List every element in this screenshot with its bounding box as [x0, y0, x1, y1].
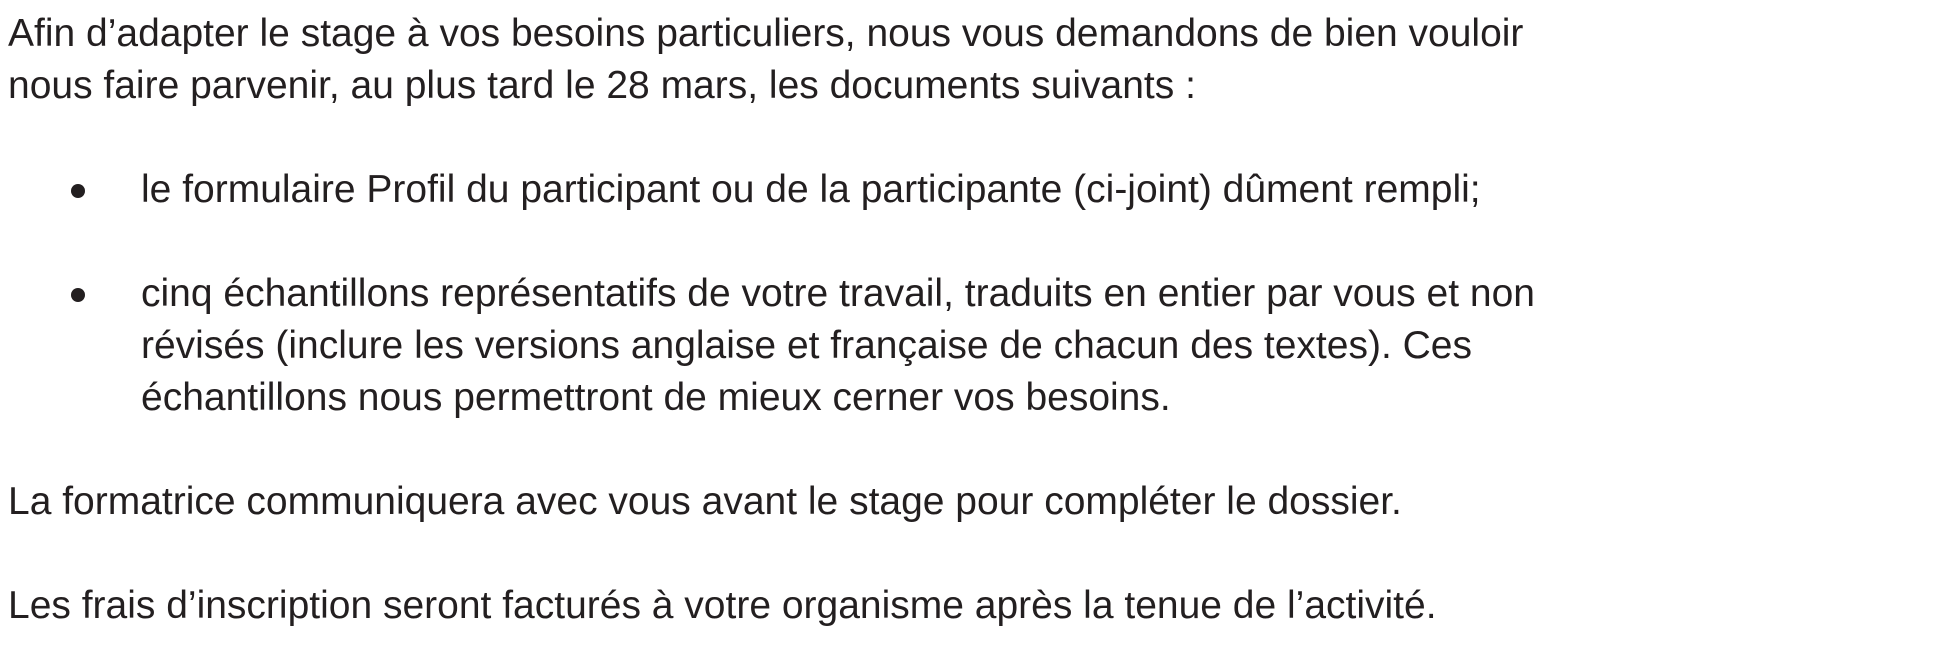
spacer — [8, 112, 1928, 164]
spacer — [8, 528, 1928, 580]
bullet-item-echantillons — [8, 268, 1928, 424]
document-body — [8, 8, 1928, 632]
bullet-icon — [71, 288, 85, 302]
spacer — [8, 216, 1928, 268]
frais-paragraph: Les frais d’inscription seront facturés à votre organisme après la tenue de l’activité. — [8, 584, 1437, 627]
formatrice-paragraph: La formatrice communiquera avec vous avant le stage pour compléter le dossier. — [8, 480, 1402, 523]
intro-paragraph — [8, 8, 1928, 112]
bullet-1-line-1: le formulaire Profil du participant ou de la participante (ci-joint) dûment rempli; — [141, 168, 1481, 211]
intro-line-1: Afin d’adapter le stage à vos besoins particuliers, nous vous demandons de bien vouloir — [8, 12, 1524, 55]
bullet-item-formulaire — [8, 164, 1928, 216]
bullet-2-line-1: cinq échantillons représentatifs de votre travail, traduits en entier par vous et non — [141, 272, 1535, 315]
intro-line-2: nous faire parvenir, au plus tard le 28 mars, les documents suivants : — [8, 64, 1196, 107]
bullet-icon — [71, 184, 85, 198]
spacer — [8, 424, 1928, 476]
bullet-2-line-3: échantillons nous permettront de mieux cerner vos besoins. — [141, 376, 1171, 419]
bullet-2-line-2: révisés (inclure les versions anglaise et française de chacun des textes). Ces — [141, 324, 1472, 367]
